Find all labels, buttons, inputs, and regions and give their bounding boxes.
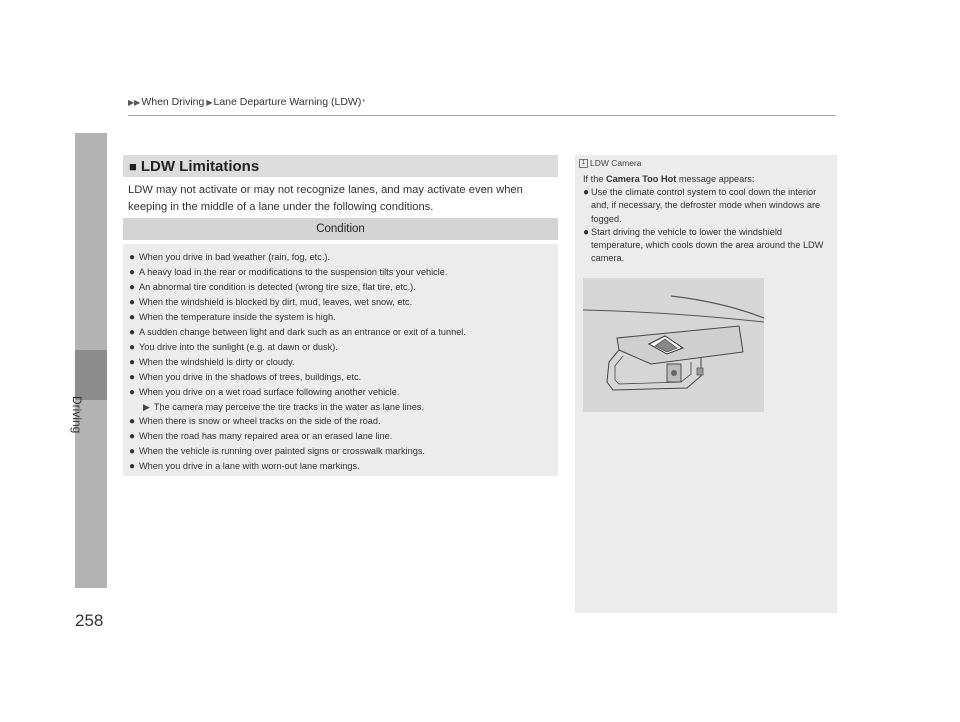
list-item: ● When the windshield is blocked by dirt, mud, leaves, wet snow, etc. (129, 297, 413, 308)
bullet-icon: ● (129, 297, 136, 308)
bullet-icon: ● (129, 446, 136, 457)
bullet-icon: ● (129, 372, 136, 383)
list-item: ● A heavy load in the rear or modifications to the suspension tilts your vehicle. (129, 267, 448, 278)
bullet-icon: ● (129, 416, 136, 427)
section-intro: LDW may not activate or may not recognize lanes, and may activate even when keeping in the middle of a lane under the following conditions. (128, 184, 523, 213)
list-item: ● When you drive in a lane with worn-out lane markings. (129, 461, 360, 472)
list-item: ● When the road has many repaired area or an erased lane line. (129, 431, 393, 442)
condition-table-body (123, 244, 558, 476)
bullet-icon: ● (129, 357, 136, 368)
page-number: 258 (75, 611, 104, 630)
note-text (583, 173, 835, 265)
note-title: 1 LDW Camera (579, 158, 641, 168)
list-item: ● An abnormal tire condition is detected (wrong tire size, flat tire, etc.). (129, 282, 416, 293)
breadcrumb-item: Lane Departure Warning (LDW) (213, 96, 362, 108)
breadcrumb (128, 96, 365, 108)
bullet-icon: ● (129, 342, 136, 353)
list-sub-note: ▶ The camera may perceive the tire tracks in the water as lane lines. (143, 402, 425, 412)
list-item: ● When you drive on a wet road surface following another vehicle. (129, 387, 400, 398)
list-item: ● When there is snow or wheel tracks on the side of the road. (129, 416, 381, 427)
note-bullet: ● Start driving the vehicle to lower the windshield temperature, which cools down the area around the LDW camera. (583, 226, 835, 266)
header-divider (128, 115, 836, 116)
section-heading (123, 155, 558, 177)
bullet-icon: ● (129, 327, 136, 338)
bullet-icon: ● (129, 252, 136, 263)
breadcrumb-superscript: * (362, 98, 366, 106)
bullet-icon: ● (129, 282, 136, 293)
chapter-label: Driving (70, 396, 84, 434)
breadcrumb-arrow-icon: ▶ (206, 97, 213, 107)
list-item: ● When you drive in bad weather (rain, fog, etc.). (129, 252, 330, 263)
bullet-icon: ● (129, 431, 136, 442)
list-item: ● When you drive in the shadows of trees, buildings, etc. (129, 372, 362, 383)
bullet-icon: ● (129, 312, 136, 323)
square-icon: ■ (129, 158, 137, 174)
arrow-right-icon: ▶ (143, 402, 150, 412)
bullet-icon: ● (129, 461, 136, 472)
breadcrumb-item: When Driving (141, 96, 205, 108)
list-item: ● When the vehicle is running over painted signs or crosswalk markings. (129, 446, 425, 457)
condition-list (123, 244, 558, 474)
bullet-icon: ● (129, 387, 136, 398)
camera-drawing (583, 278, 764, 412)
condition-table-header: Condition (123, 218, 558, 240)
chapter-side-tab-marker (75, 350, 107, 400)
breadcrumb-arrow-icon: ▶▶ (128, 97, 141, 107)
note-intro: If the Camera Too Hot message appears: (583, 174, 755, 184)
list-item: ● A sudden change between light and dark such as an entrance or exit of a tunnel. (129, 327, 466, 338)
section-title: LDW Limitations (140, 157, 260, 175)
list-item: ● When the temperature inside the system is high. (129, 312, 336, 323)
list-item: ● You drive into the sunlight (e.g. at dawn or dusk). (129, 342, 338, 353)
note-number-icon: 1 (579, 159, 588, 168)
list-item: ● When the windshield is dirty or cloudy. (129, 357, 295, 368)
bullet-icon: ● (583, 187, 590, 199)
bullet-icon: ● (583, 226, 590, 238)
bullet-icon: ● (129, 267, 136, 278)
note-bullet: ● Use the climate control system to cool down the interior and, if necessary, the defroster mode when windows are fogged. (583, 186, 835, 226)
camera-illustration (583, 278, 764, 412)
